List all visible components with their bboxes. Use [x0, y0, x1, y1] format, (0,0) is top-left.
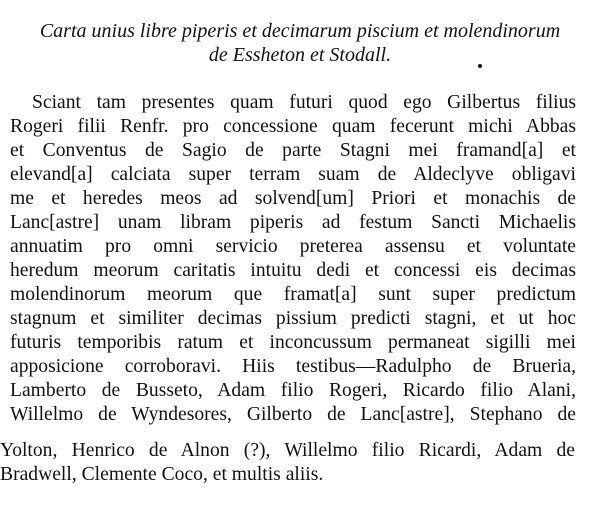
charter-title-line-1: Carta unius libre piperis et decimarum piscium et molendinorum [39, 20, 561, 42]
body-line-11: futuris temporibis ratum et inconcussum permaneat sigilli mei [10, 332, 576, 353]
charter-title-line-2: de Essheton et Stodall. [208, 44, 392, 66]
tail-line-1: Yolton, Henrico de Alnon (?), Willelmo filio Ricardi, Adam de [0, 440, 575, 461]
body-line-12: apposicione corroboravi. Hiis testibus—Radulpho de Brueria, [10, 356, 576, 377]
stray-dot-mark [478, 64, 482, 68]
body-line-14: Willelmo de Wyndesores, Gilberto de Lanc[astre], Stephano de [10, 404, 576, 425]
body-line-3: et Conventus de Sagio de parte Stagni mei framand[a] et [10, 140, 576, 161]
tail-line-2: Bradwell, Clemente Coco, et multis aliis. [0, 464, 324, 485]
body-line-6: Lanc[astre] unam libram piperis ad festum Sancti Michaelis [10, 212, 576, 233]
body-line-8: heredum meorum caritatis intuitu dedi et concessi eis decimas [10, 260, 576, 281]
body-line-13: Lamberto de Busseto, Adam filio Rogeri, Ricardo filio Alani, [10, 380, 576, 401]
body-line-10: stagnum et similiter decimas pissium predicti stagni, et ut hoc [10, 308, 576, 329]
body-line-1: Sciant tam presentes quam futuri quod ego Gilbertus filius [32, 92, 576, 113]
body-line-7: annuatim pro omni servicio preterea assensu et voluntate [10, 236, 576, 257]
body-line-2: Rogeri filii Renfr. pro concessione quam fecerunt michi Abbas [10, 116, 576, 137]
body-line-4: elevand[a] calciata super terram suam de Aldeclyve obligavi [10, 164, 576, 185]
body-line-5: me et heredes meos ad solvend[um] Priori et monachis de [10, 188, 576, 209]
body-line-9: molendinorum meorum que framat[a] sunt super predictum [10, 284, 576, 305]
